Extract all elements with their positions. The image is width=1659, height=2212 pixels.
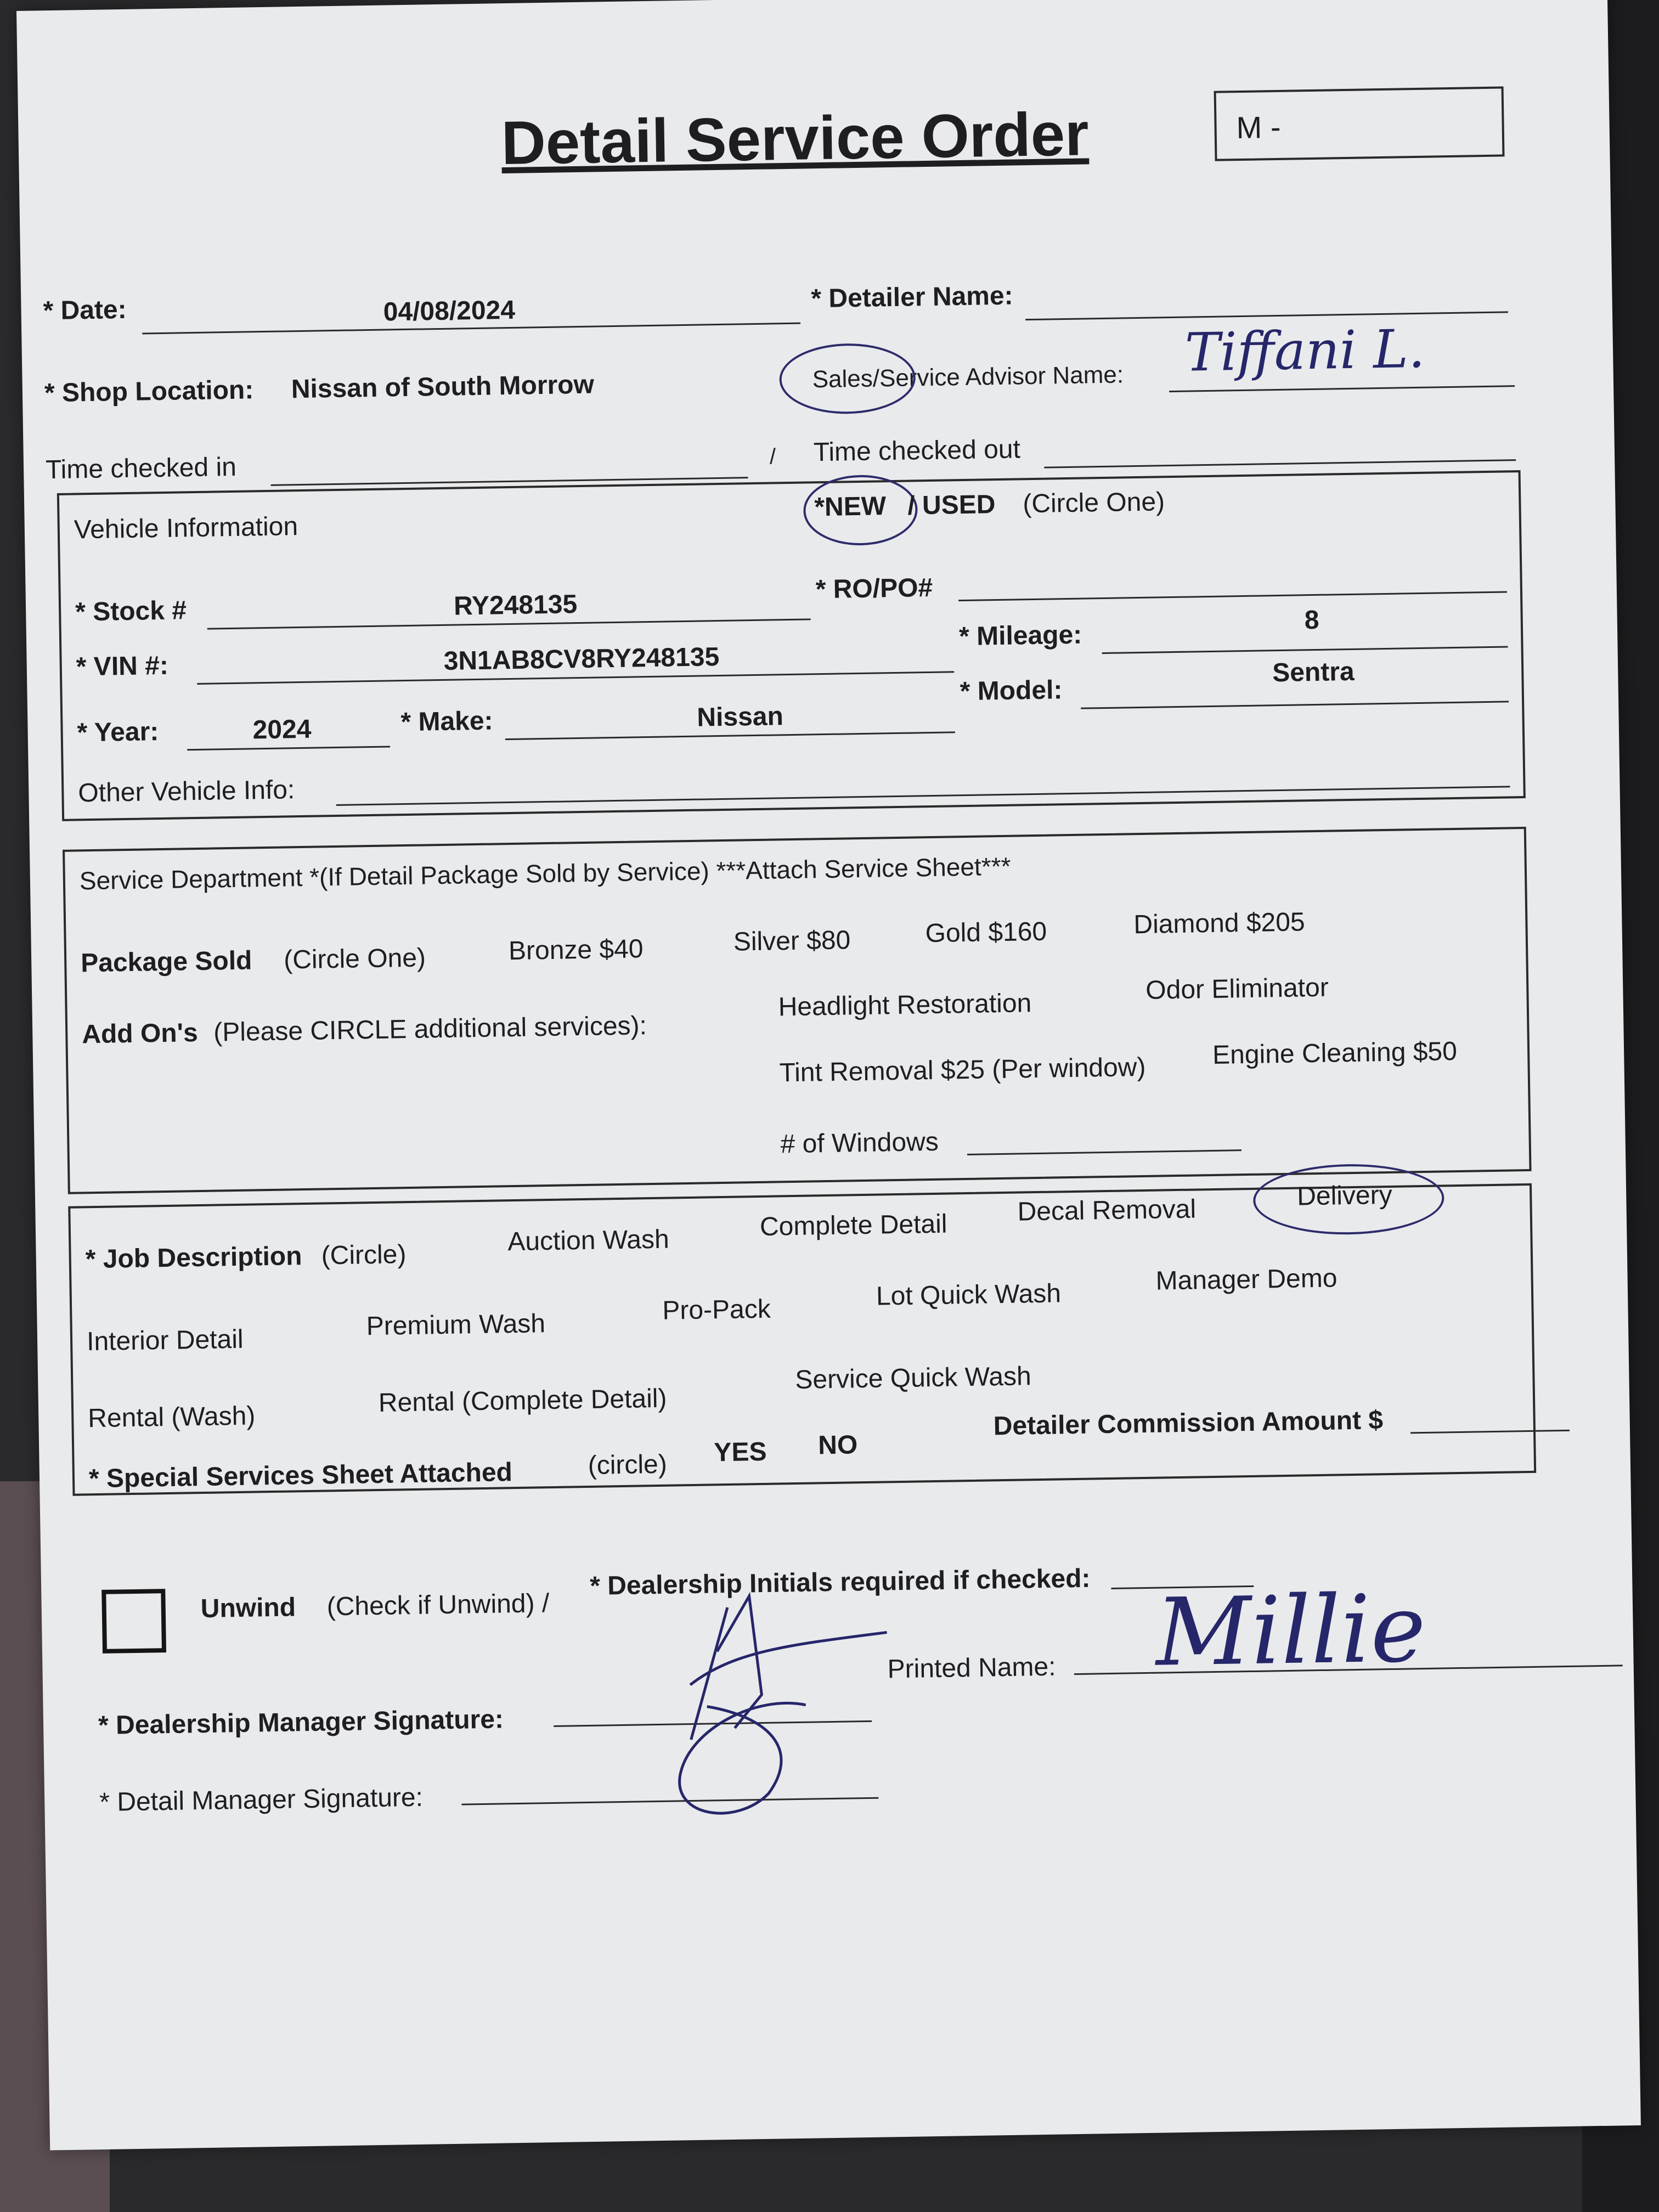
service-order-sheet bbox=[16, 0, 1641, 2151]
special-yes-option[interactable]: YES bbox=[714, 1437, 767, 1468]
commission-label: Detailer Commission Amount $ bbox=[993, 1406, 1384, 1441]
service-department-heading: Service Department *(If Detail Package Sold by Service) ***Attach Service Sheet*** bbox=[79, 851, 1011, 895]
stock-label: * Stock # bbox=[75, 596, 187, 627]
year-label: * Year: bbox=[77, 717, 159, 748]
time-in-label: Time checked in bbox=[45, 452, 237, 485]
package-silver[interactable]: Silver $80 bbox=[733, 926, 851, 957]
package-bronze[interactable]: Bronze $40 bbox=[508, 934, 644, 966]
used-option: / USED bbox=[907, 490, 996, 521]
advisor-ink-circle bbox=[779, 342, 916, 415]
detailer-name-label: * Detailer Name: bbox=[811, 281, 1013, 314]
date-value: 04/08/2024 bbox=[383, 295, 516, 327]
dealership-manager-signature bbox=[623, 1583, 912, 1829]
advisor-handwritten-name: Tiffani L. bbox=[1184, 318, 1426, 383]
printed-name-label: Printed Name: bbox=[887, 1652, 1056, 1684]
special-no-option[interactable]: NO bbox=[817, 1430, 858, 1460]
job-description-hint: (Circle) bbox=[321, 1240, 407, 1271]
model-label: * Model: bbox=[960, 675, 1063, 707]
make-label: * Make: bbox=[400, 706, 493, 737]
vin-label: * VIN #: bbox=[76, 651, 169, 682]
mileage-value: 8 bbox=[1304, 605, 1319, 635]
job-manager-demo[interactable]: Manager Demo bbox=[1155, 1263, 1338, 1296]
detail-signature-label: * Detail Manager Signature: bbox=[99, 1782, 424, 1818]
unwind-hint: (Check if Unwind) / bbox=[326, 1589, 550, 1622]
job-rental-wash[interactable]: Rental (Wash) bbox=[87, 1401, 256, 1434]
addon-headlight-restoration[interactable]: Headlight Restoration bbox=[778, 989, 1032, 1022]
package-diamond[interactable]: Diamond $205 bbox=[1133, 907, 1306, 940]
package-sold-hint: (Circle One) bbox=[283, 943, 426, 975]
new-option: *NEW bbox=[814, 492, 887, 522]
job-lot-quick-wash[interactable]: Lot Quick Wash bbox=[876, 1279, 1062, 1311]
job-rental-complete-detail[interactable]: Rental (Complete Detail) bbox=[378, 1384, 667, 1418]
package-sold-label: Package Sold bbox=[80, 946, 252, 978]
initials-label: * Dealership Initials required if checked: bbox=[589, 1564, 1091, 1601]
job-delivery[interactable]: Delivery bbox=[1296, 1180, 1393, 1211]
time-out-line[interactable] bbox=[1044, 459, 1516, 469]
advisor-label: Sales/Service Advisor Name: bbox=[812, 361, 1124, 393]
vehicle-info-heading: Vehicle Information bbox=[74, 512, 298, 545]
mileage-label: * Mileage: bbox=[958, 620, 1082, 652]
special-services-hint: (circle) bbox=[588, 1449, 668, 1480]
addon-tint-removal[interactable]: Tint Removal $25 (Per window) bbox=[779, 1052, 1146, 1088]
unwind-checkbox[interactable] bbox=[101, 1589, 166, 1654]
special-services-label: * Special Services Sheet Attached bbox=[88, 1458, 513, 1494]
job-premium-wash[interactable]: Premium Wash bbox=[366, 1309, 546, 1341]
stock-value: RY248135 bbox=[453, 590, 578, 621]
job-interior-detail[interactable]: Interior Detail bbox=[86, 1324, 244, 1357]
job-pro-pack[interactable]: Pro-Pack bbox=[662, 1294, 771, 1325]
shop-location-value: Nissan of South Morrow bbox=[291, 370, 595, 404]
make-value: Nissan bbox=[696, 702, 784, 732]
job-description-label: * Job Description bbox=[85, 1242, 302, 1274]
job-service-quick-wash[interactable]: Service Quick Wash bbox=[794, 1362, 1032, 1395]
time-out-label: Time checked out bbox=[813, 435, 1021, 467]
shop-location-label: * Shop Location: bbox=[44, 375, 254, 408]
job-decal-removal[interactable]: Decal Removal bbox=[1017, 1194, 1197, 1227]
year-value: 2024 bbox=[252, 714, 312, 745]
ro-po-label: * RO/PO# bbox=[815, 573, 933, 605]
advisor-line[interactable] bbox=[1169, 385, 1515, 392]
addons-hint: (Please CIRCLE additional services): bbox=[213, 1011, 647, 1047]
job-complete-detail[interactable]: Complete Detail bbox=[759, 1209, 947, 1242]
vin-value: 3N1AB8CV8RY248135 bbox=[443, 642, 720, 676]
page-title: Detail Service Order bbox=[500, 99, 1090, 178]
detailer-name-line[interactable] bbox=[1025, 311, 1508, 320]
model-value: Sentra bbox=[1272, 657, 1355, 688]
printed-name-handwritten: Millie bbox=[1155, 1575, 1427, 1688]
addons-label: Add On's bbox=[81, 1018, 199, 1049]
date-label: * Date: bbox=[43, 295, 127, 326]
other-vehicle-info-label: Other Vehicle Info: bbox=[77, 775, 295, 808]
job-auction-wash[interactable]: Auction Wash bbox=[507, 1224, 670, 1257]
windows-count-label: # of Windows bbox=[780, 1127, 939, 1159]
time-separator: / bbox=[769, 444, 776, 469]
addon-engine-cleaning[interactable]: Engine Cleaning $50 bbox=[1212, 1036, 1458, 1070]
unwind-label: Unwind bbox=[200, 1593, 296, 1624]
circle-one-hint: (Circle One) bbox=[1022, 487, 1165, 519]
order-number-prefix: M - bbox=[1236, 109, 1281, 145]
addon-odor-eliminator[interactable]: Odor Eliminator bbox=[1145, 973, 1329, 1005]
dealership-signature-label: * Dealership Manager Signature: bbox=[98, 1705, 504, 1741]
package-gold[interactable]: Gold $160 bbox=[925, 917, 1047, 949]
